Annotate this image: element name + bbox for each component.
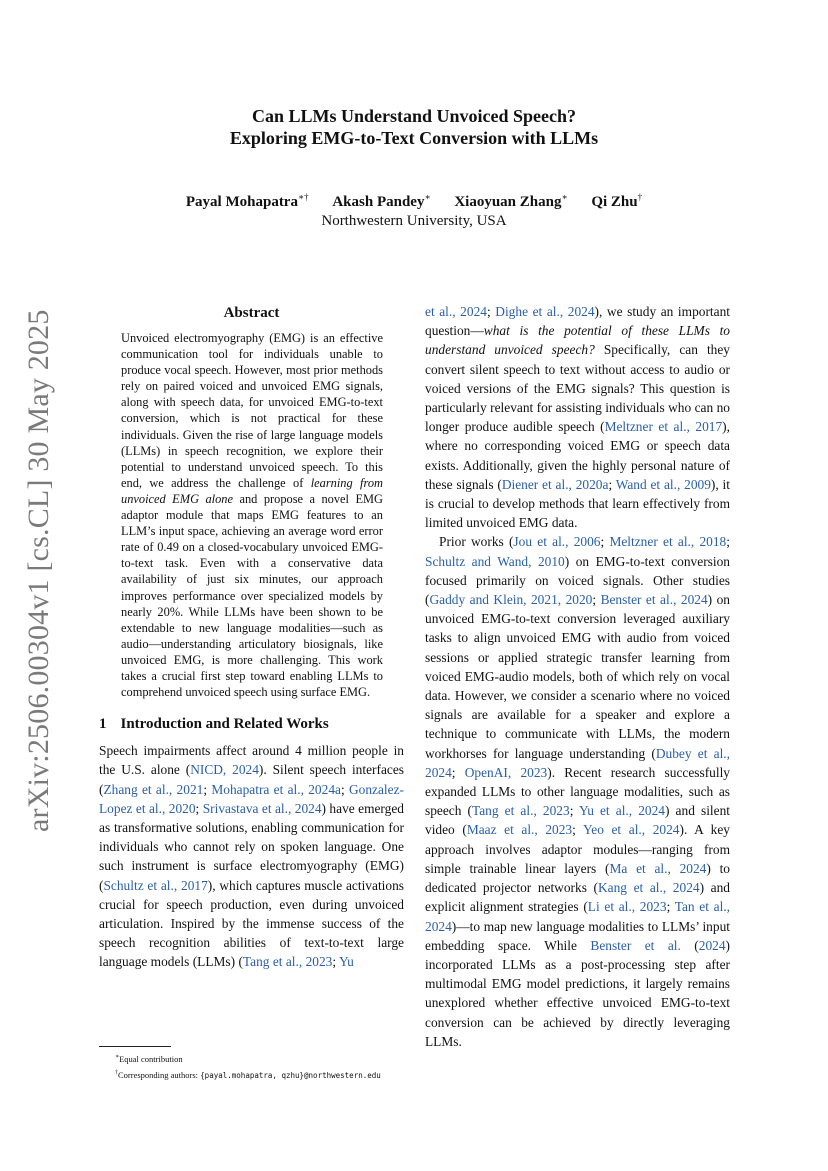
- left-column: [99, 305, 404, 972]
- citation-link[interactable]: Wand et al., 2009: [615, 476, 711, 492]
- title-line-1: Can LLMs Understand Unvoiced Speech?: [251, 106, 577, 126]
- arxiv-identifier-stamp: arXiv:2506.00304v1 [cs.CL] 30 May 2025: [22, 309, 55, 832]
- citation-link[interactable]: Dighe et al., 2024: [495, 304, 595, 319]
- citation-link[interactable]: Tan et al., 2024: [425, 899, 731, 934]
- citation-link[interactable]: Meltzner et al., 2017: [604, 419, 723, 435]
- citation-link[interactable]: Yeo et al., 2024: [582, 822, 680, 838]
- citation-link[interactable]: et al., 2024: [425, 304, 487, 319]
- abstract-heading: Abstract: [223, 305, 280, 321]
- citation-link[interactable]: Ma et al., 2024: [609, 860, 707, 876]
- prior-works-paragraph: Prior works (Jou et al., 2006; Meltzner et al., 2018; Schultz and Wand, 2010) on EMG-to-text conversion focused primarily on voiced signals. Other studies (Gaddy and Klein, 2021, 2020; Benster et al., 2024) on unvoiced EMG-to-text conversion leveraged auxiliary tasks to align unvoiced EMG with audio from voiced sessions or applied strategic transfer learning from voiced EMG-audio models, both of which rely on vocal data. However, we consider a scenario where no voiced signals are available for a speaker and explore a technique to communicate with LLMs, the modern workhorses for language understanding (Dubey et al., 2024; OpenAI, 2023). Recent research successfully expanded LLMs to other language modalities, such as speech (Tang et al., 2023; Yu et al., 2024) and silent video (Maaz et al., 2023; Yeo et al., 2024). A key approach involves adaptor modules—ranging from simple trainable linear layers (Ma et al., 2024) to dedicated projector networks (Kang et al., 2024) and explicit alignment strategies (Li et al., 2023; Tan et al., 2024)—to map new language modalities to LLMs’ input embedding space. While Benster et al. (2024) incorporated LLMs as a post-processing step after multimodal EMG model predictions, it largely remains unexplored whether effective unvoiced EMG-to-text conversion can be achieved by directly leveraging LLMs.: [425, 534, 731, 1049]
- citation-link[interactable]: NICD, 2024: [190, 762, 259, 778]
- intro-paragraph: Speech impairments affect around 4 million people in the U.S. alone (NICD, 2024). Silent speech interfaces (Zhang et al., 2021; Mohapatra et al., 2024a; Gonzalez-Lopez et al., 2020; Srivastava et al., 2024) have emerged as transformative solutions, enabling communication for individuals who cannot rely on spoken language. One such instrument is surface electromyography (EMG) (Schultz et al., 2017), which captures muscle activations crucial for speech production, even during unvoiced articulation. Inspired by the immense success of the speech recognition abilities of text-to-text large language models (LLMs) (Tang et al., 2023; Yu: [99, 743, 404, 970]
- citation-link[interactable]: Gonzalez-Lopez et al., 2020: [99, 781, 404, 816]
- citation-link[interactable]: Yu: [338, 954, 354, 970]
- intro-paragraph-continued: et al., 2024; Dighe et al., 2024), we study an important question—what is the potential of these LLMs to understand unvoiced speech? Specifically, can they convert silent speech to text without access to audio or voiced versions of the EMG signals? This question is particularly relevant for assisting individuals who can no longer produce audible speech (Meltzner et al., 2017), where no corresponding voiced EMG or speech data exists. Additionally, given the highly personal nature of these signals (Diener et al., 2020a; Wand et al., 2009), it is crucial to develop methods that learn effectively from limited unvoiced EMG data.: [425, 304, 731, 531]
- author: Xiaoyuan Zhang∗: [454, 192, 568, 210]
- citation-link[interactable]: Srivastava et al., 2024: [202, 800, 322, 816]
- footnote-divider: [99, 1046, 171, 1047]
- citation-link[interactable]: Jou et al., 2006: [513, 534, 601, 550]
- citation-link[interactable]: Diener et al., 2020a: [501, 476, 609, 492]
- author-list: [0, 192, 828, 211]
- citation-link[interactable]: Benster et al., 2024: [600, 592, 708, 608]
- abstract-text: Unvoiced electromyography (EMG) is an effective communication tool for individuals unable to produce vocal speech. However, most prior methods rely on paired voiced and unvoiced EMG signals, along with speech data, for unvoiced EMG-to-text conversion, which is not practical for these individuals. Given the rise of large language models (LLMs) in speech recognition, we explore their potential to understand unvoiced speech. To this end, we address the challenge of learning from unvoiced EMG alone and propose a novel EMG adaptor module that maps EMG features to an LLM’s input space, achieving an average word error rate of 0.49 on a closed-vocabulary unvoiced EMG-to-text task. Even with a conservative data availability of just six minutes, our approach improves performance over specialized models by nearly 20%. While LLMs have been shown to be extendable to new language modalities—such as audio—understanding articulatory biosignals, like unvoiced EMG, is more challenging. This work takes a crucial first step toward enabling LLMs to comprehend unvoiced speech using surface EMG.: [121, 331, 383, 700]
- footnote-corresponding-authors: †Corresponding authors: {payal.mohapatra, qzhu}@northwestern.edu: [115, 1069, 381, 1080]
- author: Payal Mohapatra∗†: [185, 192, 309, 210]
- citation-link[interactable]: 2024: [698, 937, 726, 953]
- citation-link[interactable]: Schultz and Wand, 2010: [425, 553, 565, 569]
- footnote-equal-contribution: ∗Equal contribution: [115, 1053, 183, 1064]
- citation-link[interactable]: Zhang et al., 2021: [103, 781, 204, 797]
- citation-link[interactable]: Benster et al.: [590, 937, 681, 953]
- citation-link[interactable]: Dubey et al., 2024: [425, 745, 730, 780]
- footnotes: [115, 1050, 381, 1083]
- citation-link[interactable]: Yu et al., 2024: [579, 803, 665, 819]
- citation-link[interactable]: Tang et al., 2023: [242, 954, 333, 970]
- citation-link[interactable]: Mohapatra et al., 2024a: [211, 781, 341, 797]
- author: Akash Pandey∗: [332, 192, 431, 210]
- citation-link[interactable]: Kang et al., 2024: [597, 880, 700, 896]
- section-heading: 1 Introduction and Related Works: [99, 716, 329, 733]
- paper-title: [0, 105, 828, 149]
- citation-link[interactable]: OpenAI, 2023: [464, 764, 548, 780]
- citation-link[interactable]: Tang et al., 2023: [472, 803, 570, 819]
- citation-link[interactable]: Li et al., 2023: [587, 899, 667, 915]
- author: Qi Zhu†: [591, 192, 643, 210]
- affiliation: Northwestern University, USA: [321, 213, 507, 229]
- author-emails: {payal.mohapatra, qzhu}@northwestern.edu: [200, 1070, 381, 1080]
- right-column: [425, 302, 730, 1051]
- citation-link[interactable]: Gaddy and Klein, 2021, 2020: [429, 592, 593, 608]
- citation-link[interactable]: Schultz et al., 2017: [103, 877, 208, 893]
- citation-link[interactable]: Meltzner et al., 2018: [609, 534, 727, 550]
- citation-link[interactable]: Maaz et al., 2023: [466, 822, 573, 838]
- title-line-2: Exploring EMG-to-Text Conversion with LLMs: [229, 128, 599, 148]
